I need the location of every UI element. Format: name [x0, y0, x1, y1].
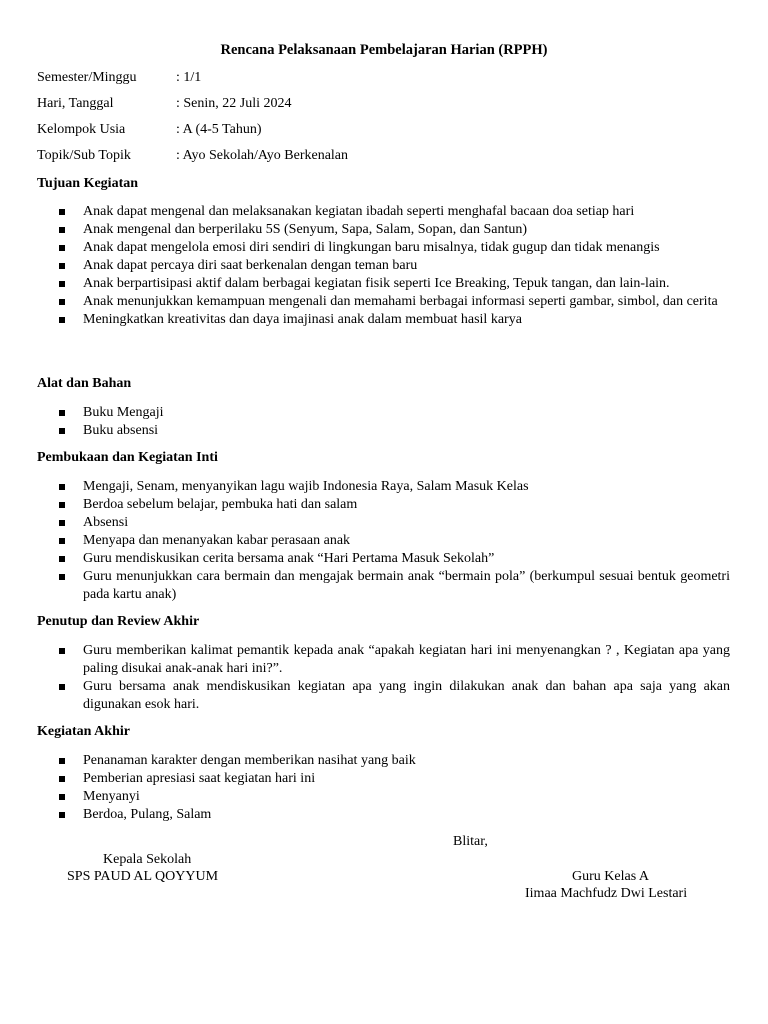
info-label: Hari, Tanggal: [37, 96, 114, 111]
bullet-icon: [59, 410, 65, 416]
list-item-text: Anak berpartisipasi aktif dalam berbagai kegiatan fisik seperti Ice Breaking, Tepuk tangan, dan lain-lain.: [83, 276, 670, 291]
materials-list: [37, 404, 730, 440]
bullet-icon: [59, 758, 65, 764]
final-list: [37, 752, 730, 824]
list-item: [37, 422, 730, 440]
list-item: [37, 293, 730, 311]
school-name: SPS PAUD AL QOYYUM: [67, 869, 219, 884]
info-label: Semester/Minggu: [37, 70, 137, 85]
list-item: [37, 788, 730, 806]
bullet-icon: [59, 776, 65, 782]
list-item: [37, 806, 730, 824]
list-item: [37, 221, 730, 239]
list-item-text: Berdoa sebelum belajar, pembuka hati dan salam: [83, 497, 358, 512]
bullet-icon: [59, 245, 65, 251]
bullet-icon: [59, 684, 65, 690]
list-item-text: Guru bersama anak mendiskusikan kegiatan apa yang ingin dilakukan anak dan bahan apa saja yang akan digunakan esok hari.: [83, 679, 730, 712]
bullet-icon: [59, 263, 65, 269]
list-item-text: Penanaman karakter dengan memberikan nasihat yang baik: [83, 753, 416, 768]
list-item: [37, 770, 730, 788]
list-item-text: Menyapa dan menanyakan kabar perasaan anak: [83, 533, 351, 548]
info-value: : Senin, 22 Juli 2024: [176, 96, 292, 111]
list-item: [37, 275, 730, 293]
teacher-title: Guru Kelas A: [572, 869, 649, 884]
list-item: [37, 514, 730, 532]
list-item: [37, 496, 730, 514]
list-item-text: Absensi: [83, 515, 129, 530]
list-item: [37, 568, 730, 604]
list-item-text: Buku Mengaji: [83, 405, 164, 420]
list-item-text: Berdoa, Pulang, Salam: [83, 807, 212, 822]
bullet-icon: [59, 794, 65, 800]
list-item: [37, 257, 730, 275]
list-item: [37, 239, 730, 257]
bullet-icon: [59, 574, 65, 580]
bullet-icon: [59, 428, 65, 434]
teacher-name: Iimaa Machfudz Dwi Lestari: [525, 886, 688, 901]
signature-place: Blitar,: [453, 834, 488, 849]
list-item: [37, 752, 730, 770]
bullet-icon: [59, 484, 65, 490]
bullet-icon: [59, 209, 65, 215]
info-value: : Ayo Sekolah/Ayo Berkenalan: [176, 148, 349, 163]
bullet-icon: [59, 520, 65, 526]
bullet-icon: [59, 317, 65, 323]
bullet-icon: [59, 556, 65, 562]
list-item-text: Pemberian apresiasi saat kegiatan hari ini: [83, 771, 316, 786]
list-item-text: Buku absensi: [83, 423, 159, 438]
list-item-text: Guru menunjukkan cara bermain dan mengajak bermain anak “bermain pola” (berkumpul sesuai bentuk geometri pada kartu anak): [83, 569, 730, 602]
list-item-text: Anak dapat mengenal dan melaksanakan kegiatan ibadah seperti menghafal bacaan doa setiap hari: [83, 204, 635, 219]
bullet-icon: [59, 538, 65, 544]
list-item-text: Anak mengenal dan berperilaku 5S (Senyum, Sapa, Salam, Sopan, dan Santun): [83, 222, 528, 237]
document-title: Rencana Pelaksanaan Pembelajaran Harian (RPPH): [220, 42, 548, 58]
list-item-text: Meningkatkan kreativitas dan daya imajinasi anak dalam membuat hasil karya: [83, 312, 522, 327]
bullet-icon: [59, 648, 65, 654]
info-label: Topik/Sub Topik: [37, 148, 131, 163]
info-value: : A (4-5 Tahun): [176, 122, 262, 137]
section-heading-objectives: Tujuan Kegiatan: [37, 176, 139, 191]
bullet-icon: [59, 281, 65, 287]
info-value: : 1/1: [176, 70, 202, 85]
list-item: [37, 478, 730, 496]
opening-list: [37, 478, 730, 604]
bullet-icon: [59, 299, 65, 305]
list-item-text: Guru memberikan kalimat pemantik kepada anak “apakah kegiatan hari ini menyenangkan ? , Kegiatan apa yang paling disukai anak-anak hari ini?”.: [83, 643, 730, 676]
list-item-text: Menyanyi: [83, 789, 140, 804]
list-item-text: Anak dapat mengelola emosi diri sendiri di lingkungan baru misalnya, tidak gugup dan tidak menangis: [83, 240, 660, 255]
list-item-text: Anak dapat percaya diri saat berkenalan dengan teman baru: [83, 258, 418, 273]
bullet-icon: [59, 502, 65, 508]
section-heading-final: Kegiatan Akhir: [37, 724, 130, 739]
info-label: Kelompok Usia: [37, 122, 126, 137]
list-item: [37, 404, 730, 422]
list-item-text: Mengaji, Senam, menyanyikan lagu wajib Indonesia Raya, Salam Masuk Kelas: [83, 479, 529, 494]
list-item-text: Guru mendiskusikan cerita bersama anak “Hari Pertama Masuk Sekolah”: [83, 551, 495, 566]
closing-list: [37, 642, 730, 714]
objectives-list: [37, 203, 730, 329]
list-item: [37, 642, 730, 678]
list-item: [37, 311, 730, 329]
section-heading-closing: Penutup dan Review Akhir: [37, 614, 200, 629]
list-item: [37, 678, 730, 714]
section-heading-materials: Alat dan Bahan: [37, 376, 132, 391]
principal-title: Kepala Sekolah: [103, 852, 192, 867]
list-item: [37, 550, 730, 568]
list-item-text: Anak menunjukkan kemampuan mengenali dan memahami berbagai informasi seperti gambar, simbol, dan cerita: [83, 294, 718, 309]
list-item: [37, 203, 730, 221]
bullet-icon: [59, 812, 65, 818]
bullet-icon: [59, 227, 65, 233]
list-item: [37, 532, 730, 550]
section-heading-opening: Pembukaan dan Kegiatan Inti: [37, 450, 218, 465]
